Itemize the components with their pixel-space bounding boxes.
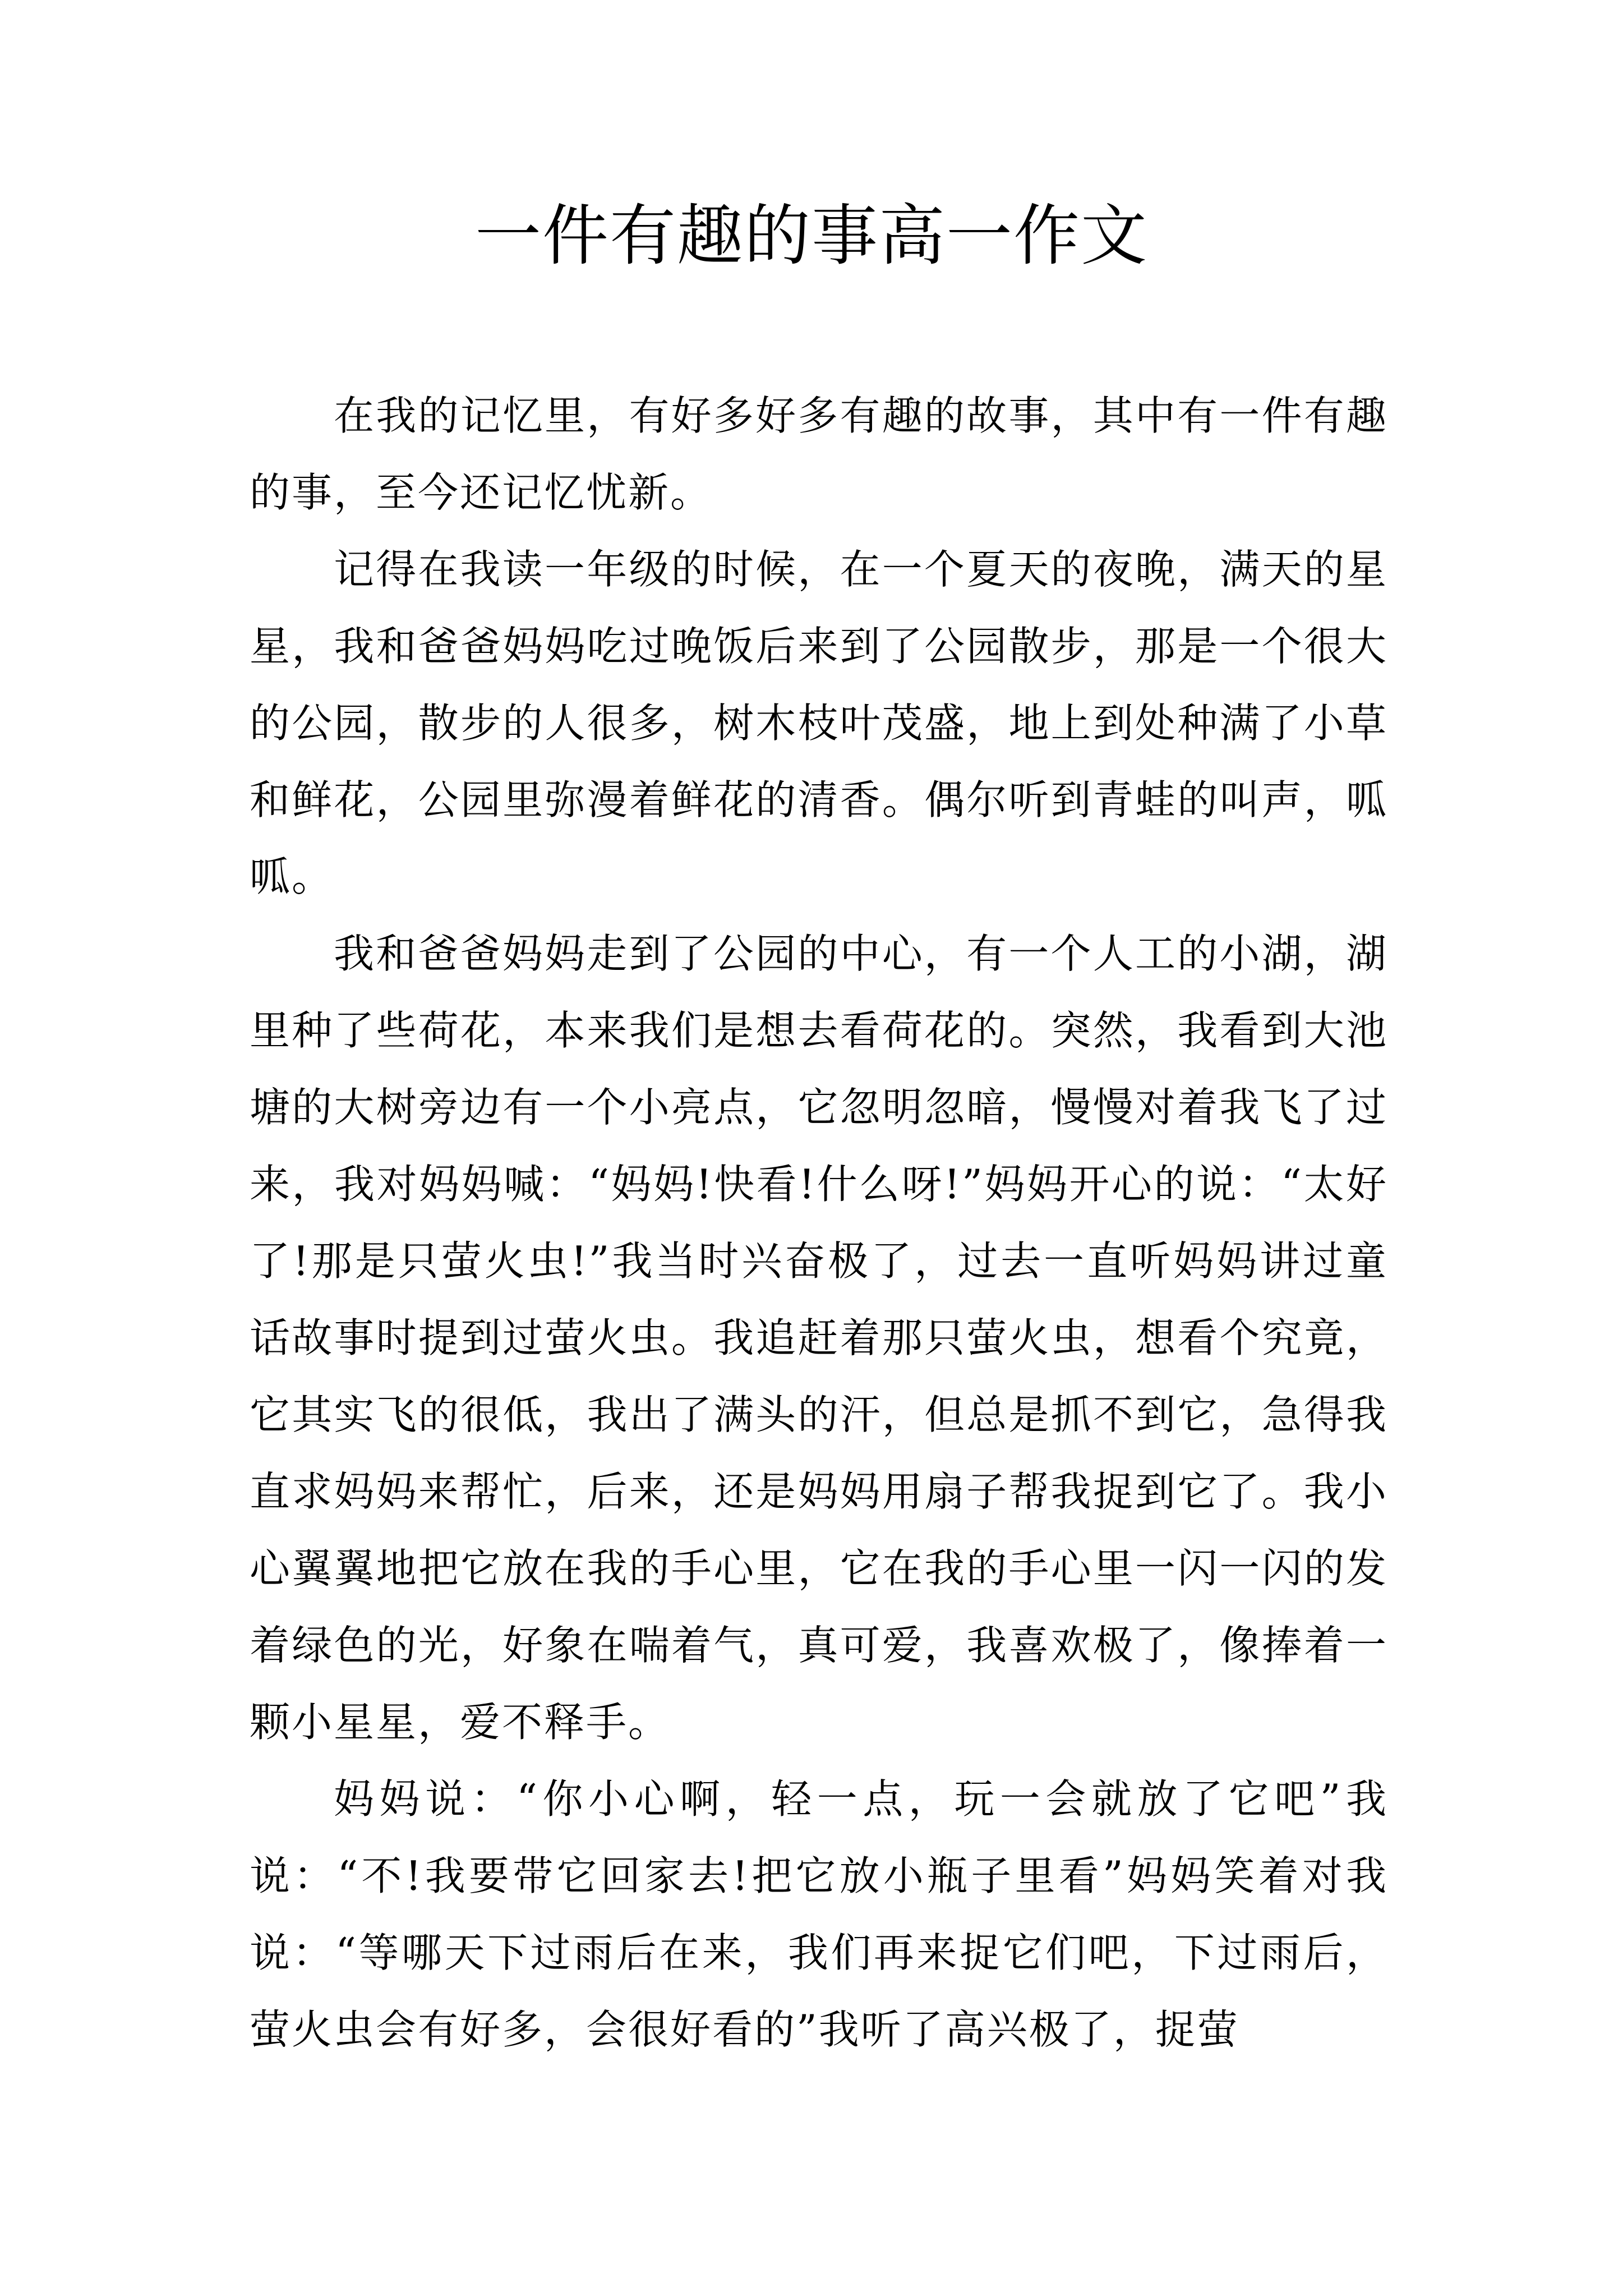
document-body <box>250 378 1388 2068</box>
document-title: 一件有趣的事高一作文 <box>474 197 1148 274</box>
paragraph-3: 我和爸爸妈妈走到了公园的中心，有一个人工的小湖，湖里种了些荷花，本来我们是想去看荷花的。突然，我看到大池塘的大树旁边有一个小亮点，它忽明忽暗，慢慢对着我飞了过来，我对妈妈喊：“妈妈!快看!什么呀!”妈妈开心的说：“太好了!那是只萤火虫!”我当时兴奋极了，过去一直听妈妈讲过童话故事时提到过萤火虫。我追赶着那只萤火虫，想看个究竟，它其实飞的很低，我出了满头的汗，但总是抓不到它，急得我直求妈妈来帮忙，后来，还是妈妈用扇子帮我捉到它了。我小心翼翼地把它放在我的手心里，它在我的手心里一闪一闪的发着绿色的光，好象在喘着气，真可爱，我喜欢极了，像捧着一颗小星星，爱不释手。 <box>250 930 1388 1746</box>
paragraph-2: 记得在我读一年级的时候，在一个夏天的夜晚，满天的星星，我和爸爸妈妈吃过晚饭后来到了公园散步，那是一个很大的公园，散步的人很多，树木枝叶茂盛，地上到处种满了小草和鲜花，公园里弥漫着鲜花的清香。偶尔听到青蛙的叫声，呱呱。 <box>250 546 1388 900</box>
paragraph-1: 在我的记忆里，有好多好多有趣的故事，其中有一件有趣的事，至今还记忆忧新。 <box>250 392 1388 516</box>
paragraph-4: 妈妈说：“你小心啊，轻一点，玩一会就放了它吧”我说：“不!我要带它回家去!把它放小瓶子里看”妈妈笑着对我说：“等哪天下过雨后在来，我们再来捉它们吧，下过雨后，萤火虫会有好多，会很好看的”我听了高兴极了，捉萤 <box>250 1775 1388 2053</box>
